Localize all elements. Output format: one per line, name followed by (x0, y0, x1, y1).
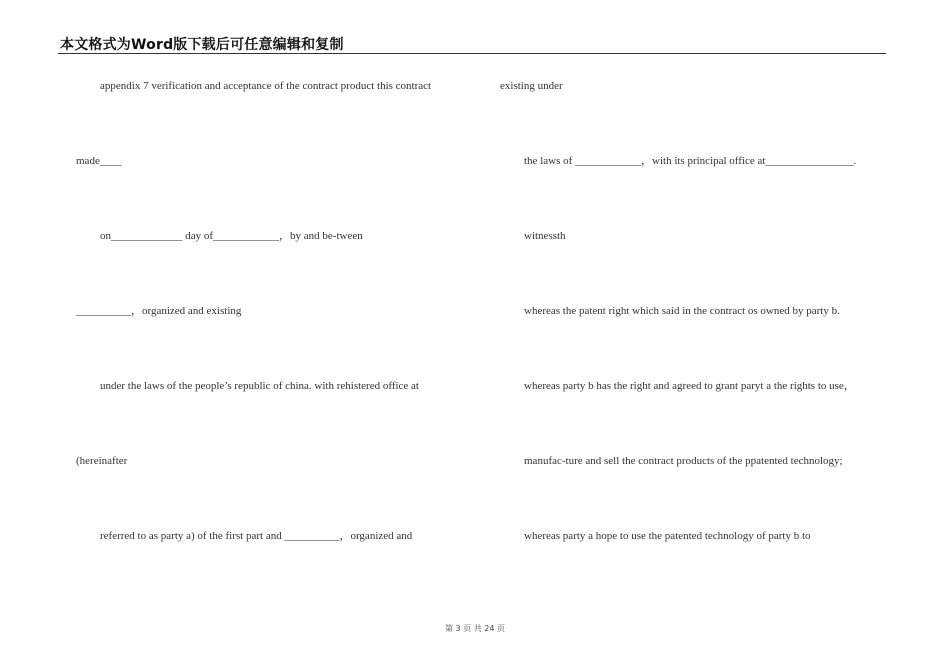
right-line-5: whereas party b has the right and agreed to grant paryt a the rights to use， (524, 380, 855, 392)
right-line-1: existing under (500, 80, 563, 92)
left-line-5: under the laws of the people’s republic of china. with rehistered office at (100, 380, 419, 392)
left-line-6: (hereinafter (76, 455, 128, 467)
right-line-3: witnessth (524, 230, 566, 242)
left-line-4: __________，organized and existing (76, 305, 242, 317)
right-line-7: whereas party a hope to use the patented technology of party b to (524, 530, 811, 542)
right-line-6: manufac-ture and sell the contract products of the ppatented technology; (524, 455, 843, 467)
left-line-1: appendix 7 verification and acceptance of the contract product this contract (100, 80, 432, 92)
right-line-4: whereas the patent right which said in the contract os owned by party b. (524, 305, 840, 317)
right-line-2: the laws of ____________，with its principal office at________________. (524, 155, 857, 167)
header-divider (58, 53, 886, 54)
page-header-title: 本文格式为Word版下载后可任意编辑和复制 (60, 37, 344, 53)
left-line-3: on_____________ day of____________，by and be-tween (100, 230, 363, 242)
left-line-2: made____ (76, 155, 122, 167)
page-number-footer: 第 3 页 共 24 页 (445, 624, 505, 633)
left-line-7: referred to as party a) of the first part and __________，organized and (100, 530, 413, 542)
